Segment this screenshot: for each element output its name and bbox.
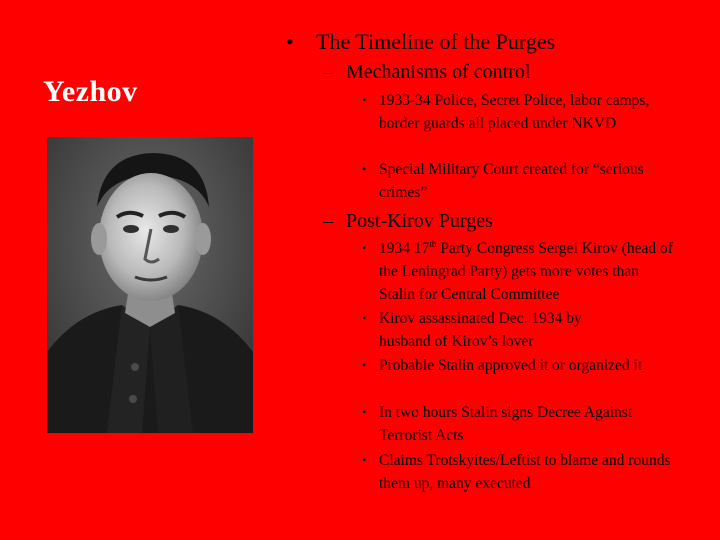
heading-bullet: • bbox=[286, 29, 294, 54]
list-bullet: • bbox=[362, 241, 367, 255]
list-bullet: • bbox=[362, 162, 367, 176]
list-item-superscript: th bbox=[429, 239, 437, 249]
list-bullet: • bbox=[362, 453, 367, 467]
list-item: In two hours Stalin signs Decree Against Terrorist Acts bbox=[379, 404, 633, 444]
slide-subject-title: Yezhov bbox=[43, 75, 138, 108]
list-item: Probable Stalin approved it or organized it bbox=[379, 357, 643, 374]
list-item: Claims Trotskyites/Leftist to blame and rounds them up, many executed bbox=[379, 452, 671, 492]
list-bullet: • bbox=[362, 405, 367, 419]
list-bullet: • bbox=[362, 93, 367, 107]
list-item: Kirov assassinated Dec. 1934 by husband of Kirov’s lover bbox=[379, 310, 582, 350]
list-bullet: • bbox=[362, 311, 367, 325]
list-item: Special Military Court created for “serious crimes” bbox=[379, 161, 644, 201]
section-title-post-kirov: Post-Kirov Purges bbox=[346, 210, 493, 232]
section-dash: – bbox=[323, 61, 333, 83]
slide-heading: The Timeline of the Purges bbox=[316, 29, 556, 54]
list-bullet: • bbox=[362, 358, 367, 372]
list-item: 1933-34 Police, Secret Police, labor camps, border guards all placed under NKVD bbox=[379, 92, 650, 132]
list-item-text: Party Congress Sergei Kirov (head of the Leningrad Party) gets more votes than Stalin for Central Committee bbox=[379, 240, 673, 303]
section-title-mechanisms: Mechanisms of control bbox=[346, 61, 531, 83]
list-item-text: 1934 17 bbox=[379, 240, 430, 257]
list-item bbox=[379, 237, 679, 306]
section-dash: – bbox=[323, 210, 333, 232]
